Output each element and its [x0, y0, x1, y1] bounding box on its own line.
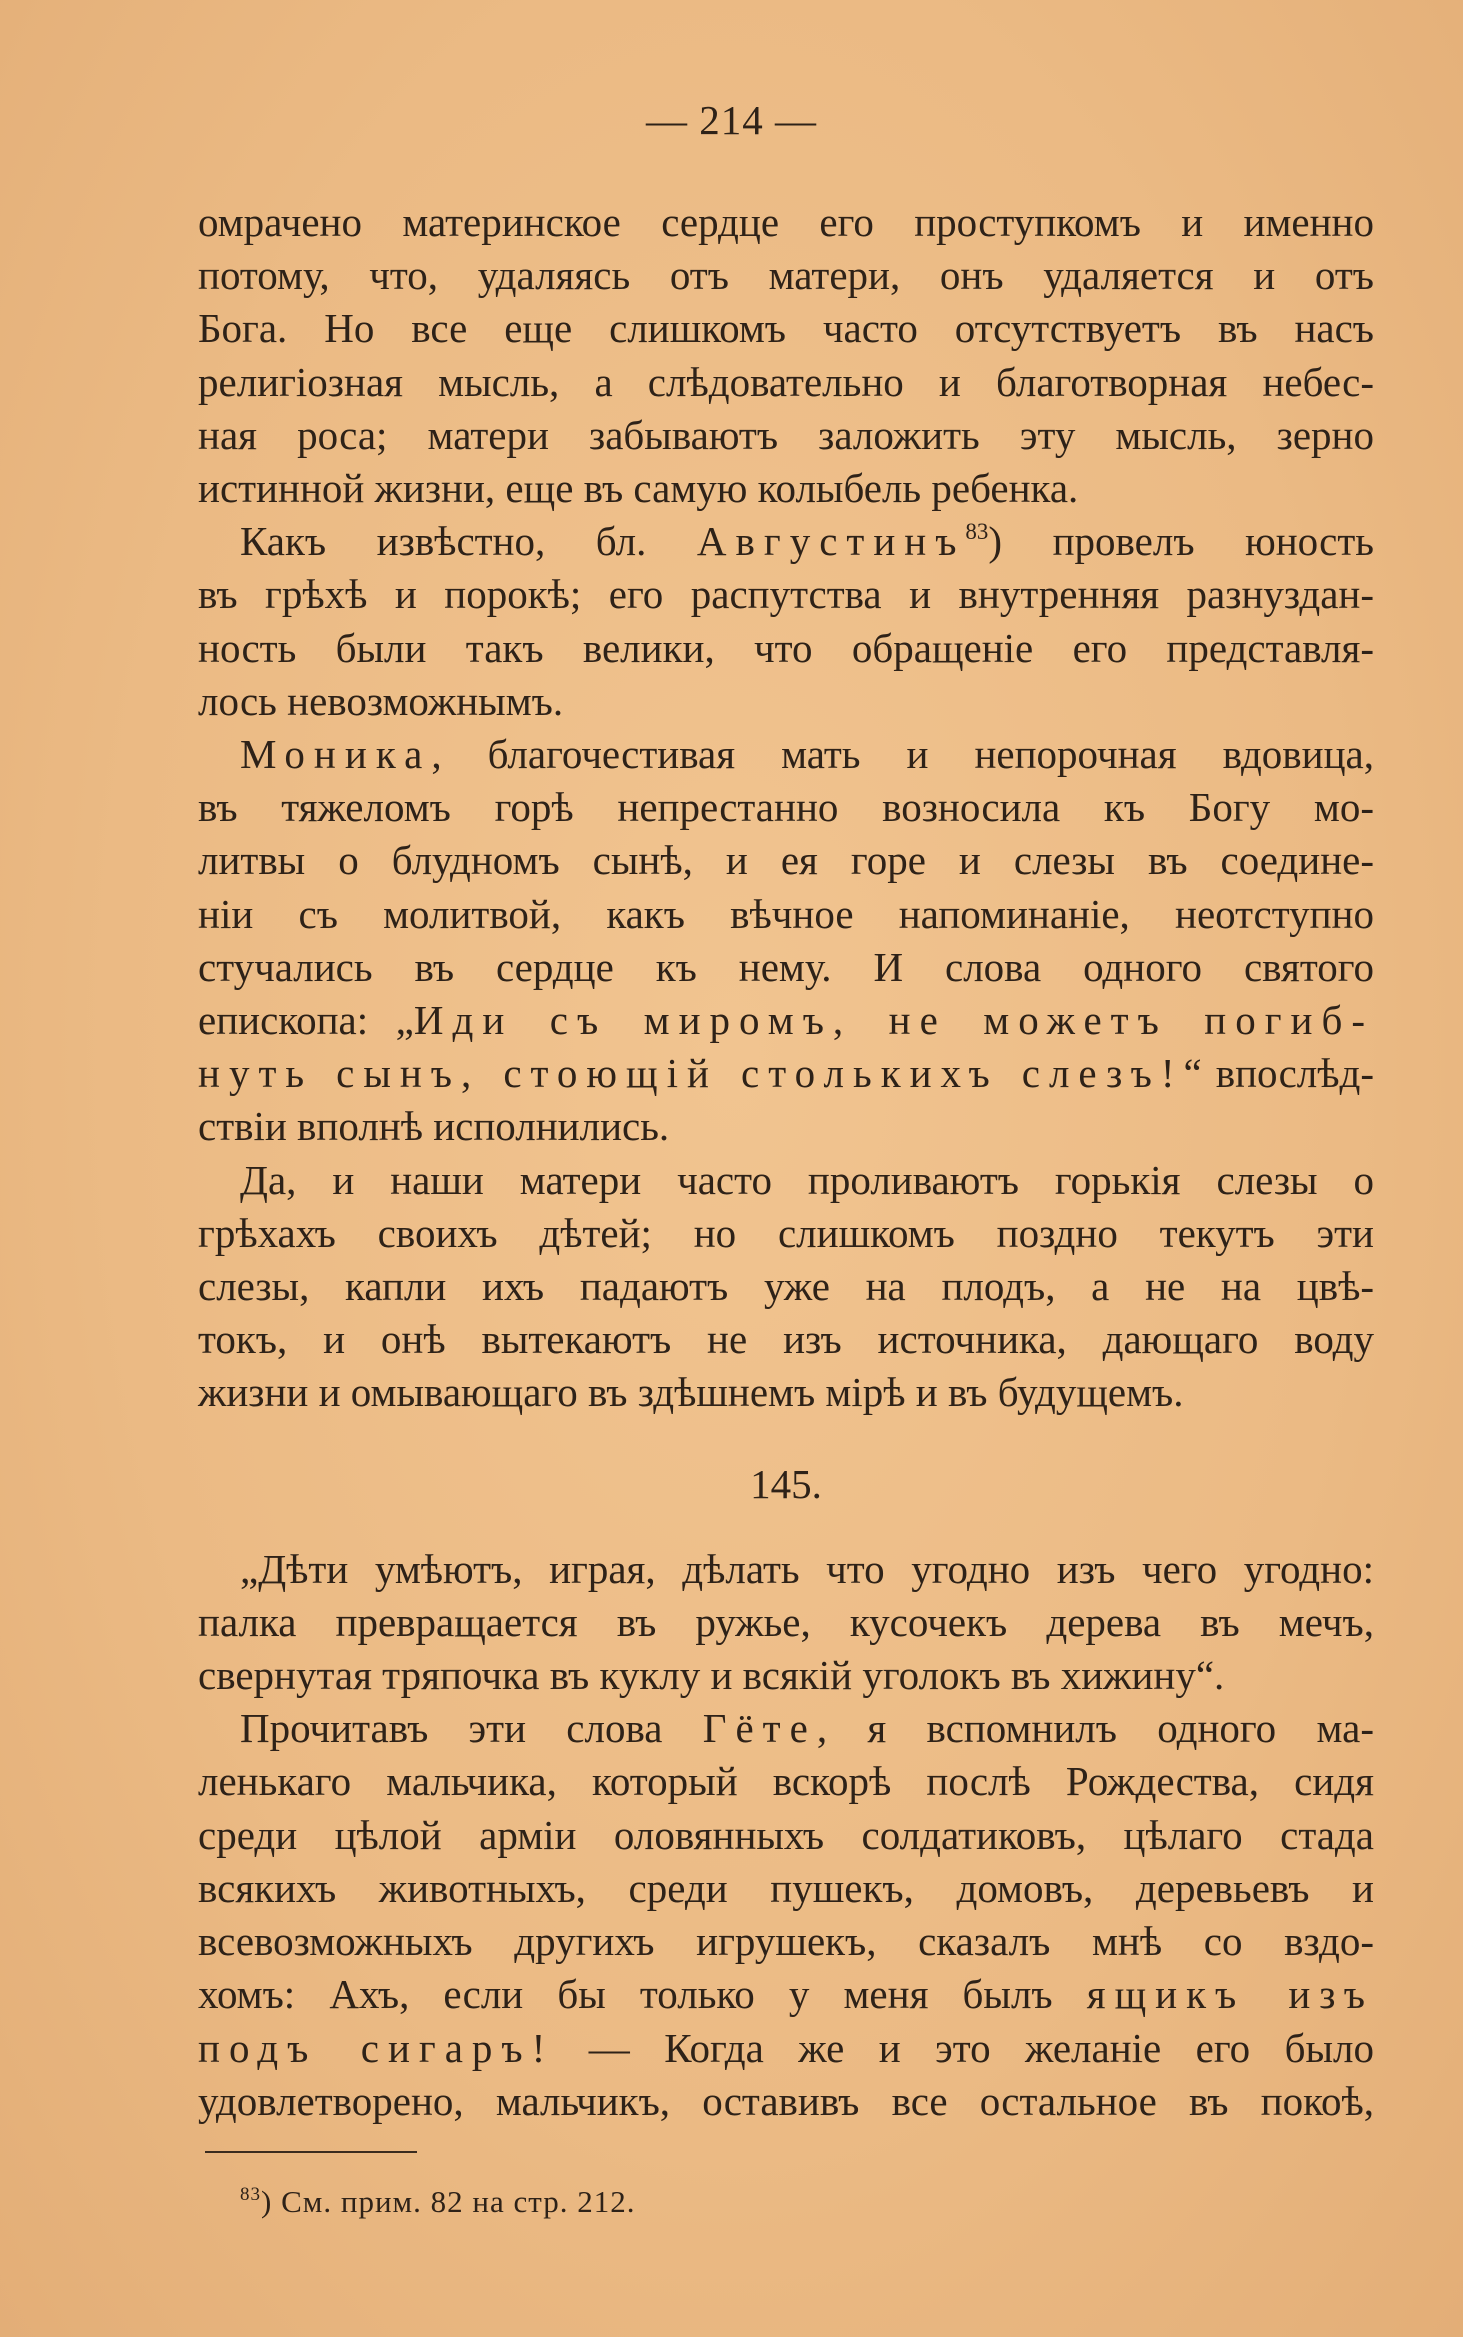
- text-line: [198, 728, 1374, 781]
- text-line: [198, 515, 1374, 568]
- text-line: ствiи вполнѣ исполнились.: [198, 1103, 670, 1150]
- footnote-divider: [205, 2151, 417, 2153]
- text-line: истинной жизни, еще въ самую колыбель ребенка.: [198, 465, 1079, 512]
- spaced-phrase: подъ сигаръ!: [198, 2024, 555, 2071]
- text-line: омрачено материнское сердце его проступкомъ и именно: [198, 199, 1374, 245]
- text-line: ленькаго мальчика, который вскорѣ послѣ Рождества, сидя: [198, 1758, 1374, 1805]
- text-line: всякихъ животныхъ, среди пушекъ, домовъ, деревьевъ и: [198, 1864, 1374, 1911]
- footnote-reference[interactable]: 83: [965, 519, 989, 545]
- text-run: , я вспомнилъ одного ма-: [816, 1705, 1374, 1752]
- text-run: — Когда же и это желанiе его было: [554, 2024, 1374, 2071]
- text-line: ность были такъ велики, что обращенiе его представля-: [198, 624, 1374, 671]
- text-line: [198, 994, 1374, 1047]
- text-run: Прочитавъ эти слова: [240, 1705, 703, 1752]
- text-line: „Дѣти умѣютъ, играя, дѣлать что угодно изъ чего угодно:: [240, 1545, 1374, 1592]
- section-number: 145.: [750, 1460, 822, 1507]
- text-line: въ тяжеломъ горѣ непрестанно возносила къ Богу мо-: [198, 784, 1374, 831]
- text-run: “ впослѣд-: [1183, 1050, 1375, 1097]
- spaced-quote: нуть сынъ, стоющiй столькихъ слезъ!: [198, 1050, 1184, 1097]
- text-line: [198, 1702, 1374, 1755]
- text-line: свернутая тряпочка въ куклу и всякiй уголокъ въ хижину“.: [198, 1652, 1225, 1699]
- text-line: [198, 1968, 1374, 2021]
- text-line: удовлетворено, мальчикъ, оставивъ все остальное въ покоѣ,: [198, 2077, 1374, 2124]
- text-line: палка превращается въ ружье, кусочекъ дерева въ мечъ,: [198, 1598, 1374, 1645]
- paragraph-mothers-tears: [198, 1154, 1374, 1420]
- text-line: литвы о блудномъ сынѣ, и ея горе и слезы въ соедине-: [198, 837, 1374, 884]
- text-line: слезы, капли ихъ падаютъ уже на плодъ, а не на цвѣ-: [198, 1263, 1374, 1310]
- text-run: , благочестивая мать и непорочная вдовица,: [431, 731, 1374, 778]
- text-line: въ грѣхѣ и порокѣ; его распутства и внутренняя разнуздан-: [198, 571, 1374, 618]
- spaced-quote: Иди съ миромъ, не можетъ погиб-: [413, 997, 1374, 1044]
- text-line: жизни и омывающаго въ здѣшнемъ мiрѣ и въ будущемъ.: [198, 1369, 1184, 1416]
- text-line: грѣхахъ своихъ дѣтей; но слишкомъ поздно текутъ эти: [198, 1209, 1374, 1256]
- text-line: лось невозможнымъ.: [198, 677, 564, 724]
- footnote-text: ) См. прим. 82 на стр. 212.: [261, 2184, 636, 2219]
- paragraph-continuation: [198, 196, 1374, 515]
- footnote-marker: 83: [240, 2184, 261, 2205]
- spaced-phrase: ящикъ изъ: [1086, 1971, 1374, 2018]
- text-line: Бога. Но все еще слишкомъ часто отсутствуетъ въ насъ: [198, 305, 1374, 352]
- footnote: [240, 2182, 635, 2222]
- text-line: всевозможныхъ другихъ игрушекъ, сказалъ мнѣ со вздо-: [198, 1918, 1374, 1965]
- text-run: Какъ извѣстно, бл.: [240, 518, 697, 565]
- paragraph-boy: [198, 1702, 1374, 2128]
- text-run: епископа: „: [198, 997, 414, 1044]
- paragraph-monica: [198, 728, 1374, 1154]
- text-line: нiи съ молитвой, какъ вѣчное напоминанiе, неотступно: [198, 890, 1374, 937]
- text-line: стучались въ сердце къ нему. И слова одного святого: [198, 943, 1374, 990]
- paragraph-goethe-quote: [198, 1543, 1374, 1703]
- text-line: [198, 1047, 1374, 1100]
- spaced-name-monica: Моника: [240, 731, 432, 778]
- text-line: ная роса; матери забываютъ заложить эту мысль, зерно: [198, 411, 1374, 458]
- text-line: религiозная мысль, а слѣдовательно и благотворная небес-: [198, 358, 1374, 405]
- paragraph-augustine: [198, 515, 1374, 728]
- spaced-name-goethe: Гёте: [702, 1705, 817, 1752]
- text-run: ) провелъ юность: [988, 518, 1374, 565]
- main-text: [198, 196, 1374, 2128]
- text-line: Да, и наши матери часто проливаютъ горькiя слезы о: [240, 1156, 1374, 1203]
- spaced-name-augustine: Августинъ: [696, 518, 966, 565]
- text-run: хомъ: Ахъ, если бы только у меня былъ: [198, 1971, 1087, 2018]
- text-line: [198, 2022, 1374, 2075]
- page-number: — 214 —: [646, 97, 817, 143]
- text-line: токъ, и онѣ вытекаютъ не изъ источника, дающаго воду: [198, 1316, 1374, 1363]
- text-line: потому, что, удаляясь отъ матери, онъ удаляется и отъ: [198, 252, 1374, 299]
- text-line: среди цѣлой армiи оловянныхъ солдатиковъ, цѣлаго стада: [198, 1811, 1374, 1858]
